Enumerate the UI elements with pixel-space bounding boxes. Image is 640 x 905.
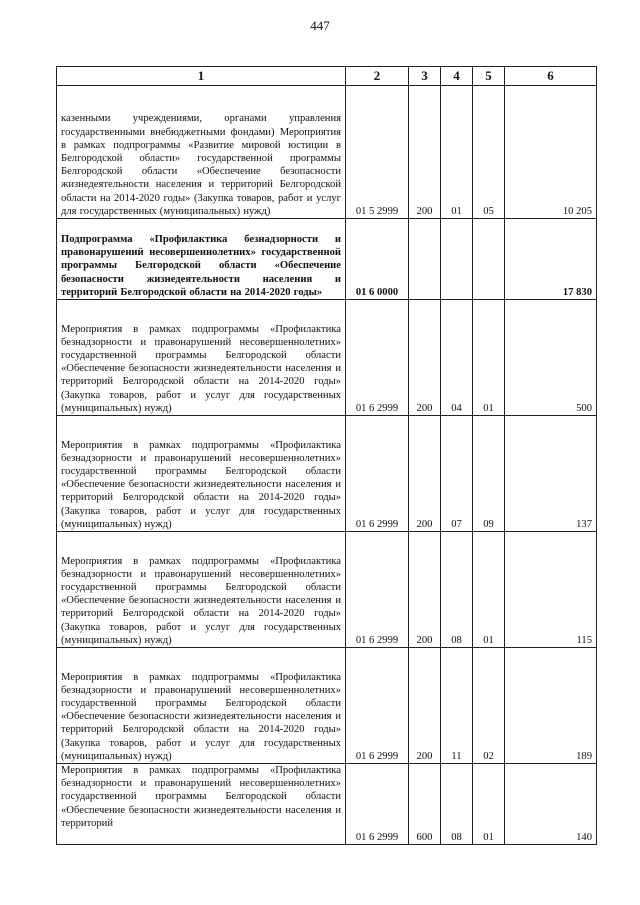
row-subsection: 01 [473,300,505,416]
row-description: казенными учреждениями, органами управления государственными внебюджетными фондами) Мероприятия в рамках подпрограммы «Развитие мировой юстиции в Белгородской области» государственной программы Белгородской области «Обеспечение безопасности жизнедеятельности населения и территорий Белгородской области на 2014-2020 годы» (Закупка товаров, работ и услуг для государственных (муниципальных) нужд) [57,86,346,219]
header-col-4: 4 [441,67,473,86]
row-target-code: 01 5 2999 [346,86,409,219]
row-subsection: 01 [473,764,505,845]
row-target-code: 01 6 0000 [346,219,409,300]
row-description: Подпрограмма «Профилактика безнадзорности и правонарушений несовершеннолетних» государственной программы Белгородской области «Обеспечение безопасности жизнедеятельности населения и территорий Белгородской области на 2014-2020 годы» [57,219,346,300]
row-target-code: 01 6 2999 [346,416,409,532]
row-amount: 189 [505,648,597,764]
row-amount: 115 [505,532,597,648]
row-description: Мероприятия в рамках подпрограммы «Профилактика безнадзорности и правонарушений несовершеннолетних» государственной программы Белгородской области «Обеспечение безопасности жизнедеятельности населения и территорий Белгородской области на 2014-2020 годы» (Закупка товаров, работ и услуг для государственных (муниципальных) нужд) [57,300,346,416]
table-row-subprogram [57,219,597,300]
row-amount: 140 [505,764,597,845]
table-row [57,532,597,648]
row-expense-type [409,219,441,300]
row-expense-type: 200 [409,86,441,219]
header-col-6: 6 [505,67,597,86]
row-subsection: 05 [473,86,505,219]
row-subsection: 09 [473,416,505,532]
row-expense-type: 200 [409,300,441,416]
row-subsection: 01 [473,532,505,648]
table-row [57,648,597,764]
row-target-code: 01 6 2999 [346,648,409,764]
row-expense-type: 200 [409,416,441,532]
row-amount: 10 205 [505,86,597,219]
table-row [57,764,597,845]
header-col-1: 1 [57,67,346,86]
page-number: 447 [310,18,330,33]
row-subsection: 02 [473,648,505,764]
row-subsection [473,219,505,300]
header-col-2: 2 [346,67,409,86]
header-col-5: 5 [473,67,505,86]
table-row [57,86,597,219]
row-description: Мероприятия в рамках подпрограммы «Профилактика безнадзорности и правонарушений несовершеннолетних» государственной программы Белгородской области «Обеспечение безопасности жизнедеятельности населения и территорий Белгородской области на 2014-2020 годы» (Закупка товаров, работ и услуг для государственных (муниципальных) нужд) [57,416,346,532]
row-section: 11 [441,648,473,764]
table-row [57,416,597,532]
row-section [441,219,473,300]
row-amount: 17 830 [505,219,597,300]
row-section: 01 [441,86,473,219]
row-section: 08 [441,764,473,845]
header-col-3: 3 [409,67,441,86]
row-description: Мероприятия в рамках подпрограммы «Профилактика безнадзорности и правонарушений несовершеннолетних» государственной программы Белгородской области «Обеспечение безопасности жизнедеятельности населения и территорий Белгородской области на 2014-2020 годы» (Закупка товаров, работ и услуг для государственных (муниципальных) нужд) [57,532,346,648]
row-section: 08 [441,532,473,648]
table-row [57,300,597,416]
row-description: Мероприятия в рамках подпрограммы «Профилактика безнадзорности и правонарушений несовершеннолетних» государственной программы Белгородской области «Обеспечение безопасности жизнедеятельности населения и территорий [57,764,346,845]
row-section: 07 [441,416,473,532]
budget-table [56,66,597,845]
row-target-code: 01 6 2999 [346,300,409,416]
table-header-row [57,67,597,86]
row-amount: 500 [505,300,597,416]
row-expense-type: 200 [409,532,441,648]
row-target-code: 01 6 2999 [346,532,409,648]
row-section: 04 [441,300,473,416]
row-amount: 137 [505,416,597,532]
row-expense-type: 200 [409,648,441,764]
row-target-code: 01 6 2999 [346,764,409,845]
row-expense-type: 600 [409,764,441,845]
row-description: Мероприятия в рамках подпрограммы «Профилактика безнадзорности и правонарушений несовершеннолетних» государственной программы Белгородской области «Обеспечение безопасности жизнедеятельности населения и территорий Белгородской области на 2014-2020 годы» (Закупка товаров, работ и услуг для государственных (муниципальных) нужд) [57,648,346,764]
